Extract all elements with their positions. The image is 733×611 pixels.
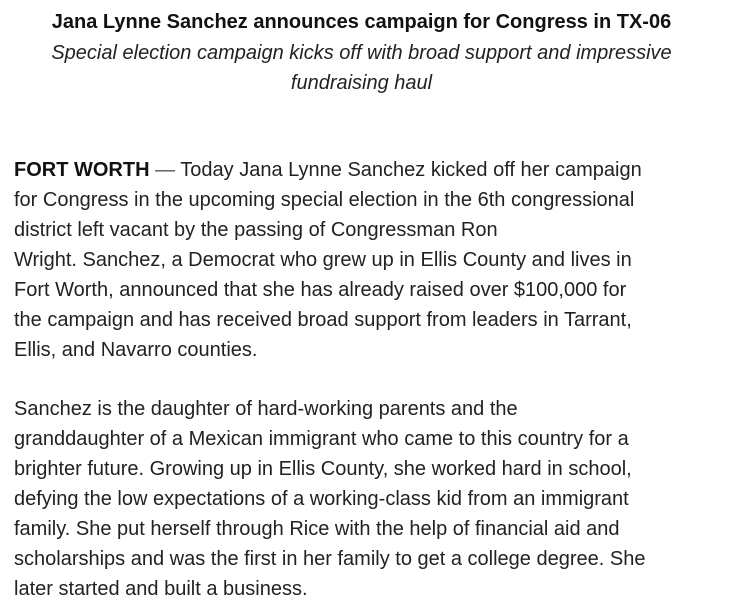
- dateline: FORT WORTH: [14, 159, 150, 181]
- paragraph2-line7: later started and built a business.: [14, 578, 308, 600]
- paragraph1-line4: Wright. Sanchez, a Democrat who grew up in Ellis County and lives in: [14, 249, 632, 271]
- paragraph2-line3: brighter future. Growing up in Ellis County, she worked hard in school,: [14, 458, 632, 480]
- paragraph1-line7: Ellis, and Navarro counties.: [14, 339, 258, 361]
- paragraph2-line5: family. She put herself through Rice with the help of financial aid and: [14, 518, 620, 540]
- paragraph1-line5: Fort Worth, announced that she has already raised over $100,000 for: [14, 279, 627, 301]
- paragraph2-line6: scholarships and was the first in her family to get a college degree. She: [14, 548, 646, 570]
- paragraph1-line6: the campaign and has received broad support from leaders in Tarrant,: [14, 309, 632, 331]
- subheadline: Special election campaign kicks off with broad support and impressive fundraising haul: [51, 42, 672, 94]
- paragraph2-line4: defying the low expectations of a working-class kid from an immigrant: [14, 488, 629, 510]
- paragraph1-line1: Today Jana Lynne Sanchez kicked off her campaign: [180, 159, 642, 181]
- paragraph2-line1: Sanchez is the daughter of hard-working parents and the: [14, 398, 518, 420]
- paragraph1-line2: for Congress in the upcoming special election in the 6th congressional: [14, 189, 635, 211]
- paragraph-biography: [14, 394, 714, 604]
- paragraph1-line3: district left vacant by the passing of Congressman Ron: [14, 219, 498, 241]
- paragraph-announcement: [14, 155, 714, 365]
- dateline-dash: —: [155, 159, 176, 181]
- paragraph2-line2: granddaughter of a Mexican immigrant who came to this country for a: [14, 428, 629, 450]
- headline: Jana Lynne Sanchez announces campaign for Congress in TX-06: [51, 11, 672, 33]
